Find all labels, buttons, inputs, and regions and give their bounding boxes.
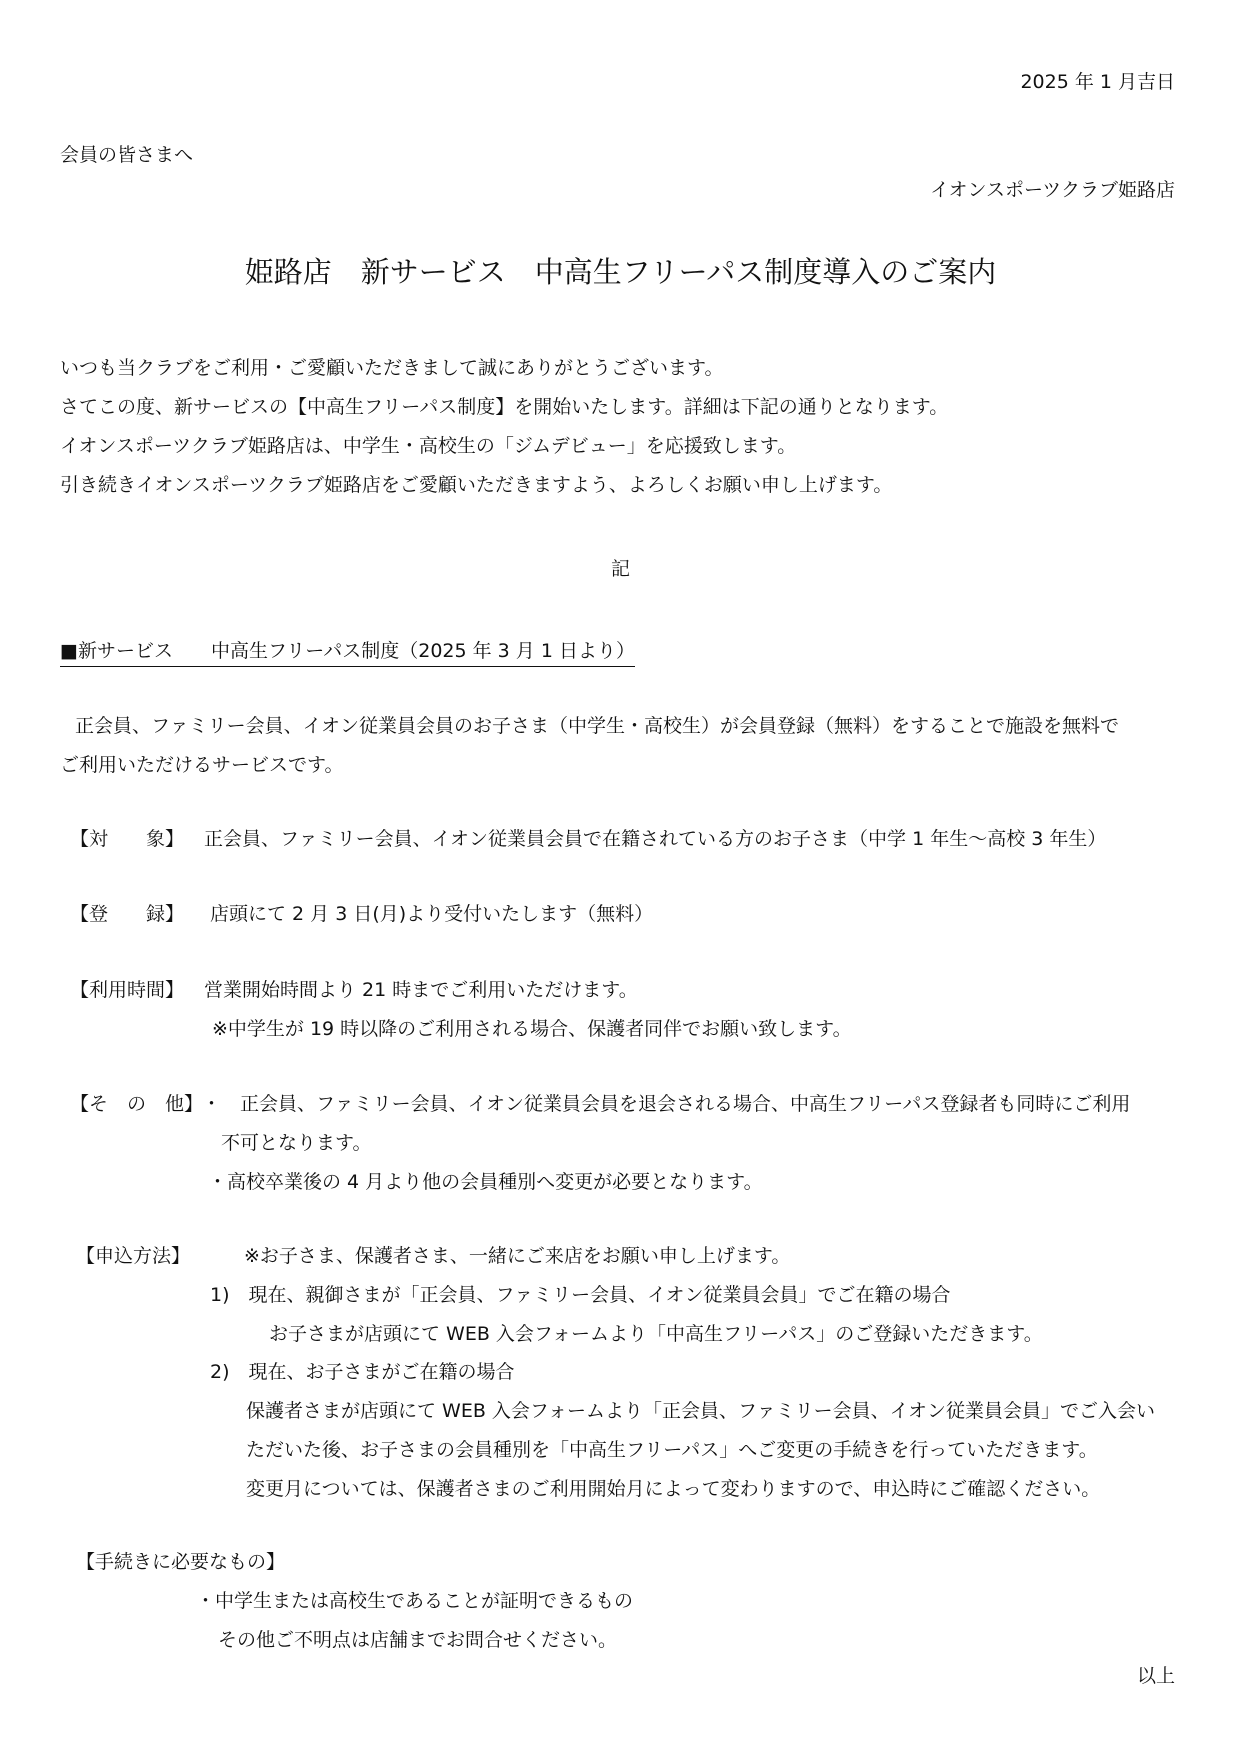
hours-label: 【利用時間】: [70, 979, 185, 1001]
other-item-1-line-2: 不可となります。: [221, 1132, 372, 1154]
recipient-line: 会員の皆さまへ: [60, 144, 194, 166]
target-text: 正会員、ファミリー会員、イオン従業員会員で在籍されている方のお子さま（中学 1 年生～高校 3 年生）: [204, 828, 1107, 850]
service-description-line-1: 正会員、ファミリー会員、イオン従業員会員のお子さま（中学生・高校生）が会員登録（無料）をすることで施設を無料で: [75, 715, 1120, 737]
application-case-2-body-1: 保護者さまが店頭にて WEB 入会フォームより「正会員、ファミリー会員、イオン従業員会員」でご入会い: [246, 1400, 1156, 1422]
other-label: 【そ の 他】: [70, 1093, 204, 1115]
document-date: 2025 年 1 月吉日: [1020, 71, 1175, 93]
intro-line-2: さてこの度、新サービスの【中高生フリーパス制度】を開始いたします。詳細は下記の通りとなります。: [60, 396, 949, 418]
target-label: 【対 象】: [70, 828, 185, 850]
ki-mark: 記: [610, 558, 630, 580]
other-item-2: ・高校卒業後の 4 月より他の会員種別へ変更が必要となります。: [208, 1171, 763, 1193]
registration-text: 店頭にて 2 月 3 日(月)より受付いたします（無料）: [210, 903, 654, 925]
application-note: ※お子さま、保護者さま、一緒にご来店をお願い申し上げます。: [244, 1245, 791, 1267]
document-title: 姫路店 新サービス 中高生フリーパス制度導入のご案内: [244, 255, 997, 289]
hours-note: ※中学生が 19 時以降のご利用される場合、保護者同伴でお願い致します。: [212, 1018, 852, 1040]
hours-text: 営業開始時間より 21 時までご利用いただけます。: [204, 979, 638, 1001]
application-case-2-body-3: 変更月については、保護者さまのご利用開始月によって変わりますので、申込時にご確認ください。: [246, 1478, 1101, 1500]
application-case-2-body-2: ただいた後、お子さまの会員種別を「中高生フリーパス」へご変更の手続きを行っていただきます。: [246, 1439, 1098, 1461]
service-description-line-2: ご利用いただけるサービスです。: [60, 754, 344, 776]
application-case-2-title: 2) 現在、お子さまがご在籍の場合: [210, 1361, 515, 1383]
intro-line-1: いつも当クラブをご利用・ご愛顧いただきまして誠にありがとうございます。: [60, 357, 724, 379]
inquiry-note: その他ご不明点は店舗までお問合せください。: [218, 1629, 618, 1651]
other-item-1-line-1: ・ 正会員、ファミリー会員、イオン従業員会員を退会される場合、中高生フリーパス登録者も同時にご利用: [202, 1093, 1131, 1115]
application-case-1-body: お子さまが店頭にて WEB 入会フォームより「中高生フリーパス」のご登録いただきます。: [269, 1323, 1043, 1345]
section-heading: ■新サービス 中高生フリーパス制度（2025 年 3 月 1 日より）: [60, 639, 635, 667]
intro-line-4: 引き続きイオンスポーツクラブ姫路店をご愛顧いただきますよう、よろしくお願い申し上げます。: [60, 474, 893, 496]
required-item: ・中学生または高校生であることが証明できるもの: [196, 1590, 634, 1612]
application-case-1-title: 1) 現在、親御さまが「正会員、ファミリー会員、イオン従業員会員」でご在籍の場合: [210, 1284, 951, 1306]
closing-mark: 以上: [1136, 1665, 1175, 1687]
required-items-label: 【手続きに必要なもの】: [76, 1551, 286, 1573]
sender-name: イオンスポーツクラブ姫路店: [930, 179, 1175, 201]
registration-label: 【登 録】: [70, 903, 185, 925]
application-label: 【申込方法】: [76, 1245, 191, 1267]
intro-line-3: イオンスポーツクラブ姫路店は、中学生・高校生の「ジムデビュー」を応援致します。: [60, 435, 797, 457]
